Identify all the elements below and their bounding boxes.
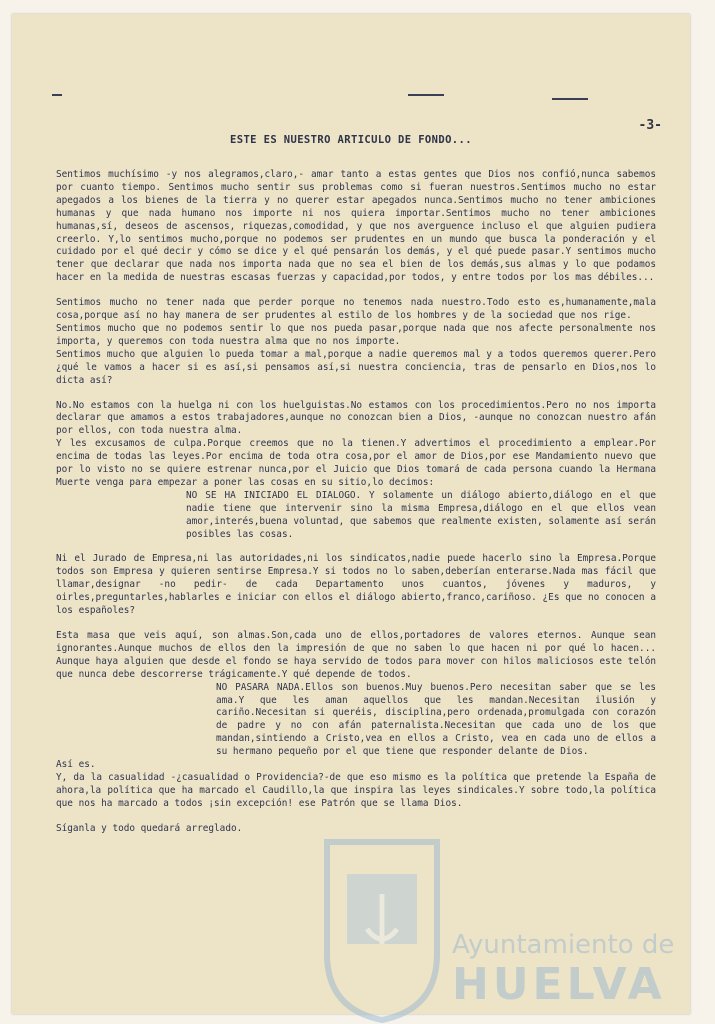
typewriter-mark: [52, 94, 62, 96]
paper-sheet: [12, 14, 690, 1014]
paragraph: Y les excusamos de culpa.Porque creemos que no la tienen.Y advertimos el procedimiento a emplear.Por encima de todas las leyes.Por encima de toda otra cosa,por el amor de Dios,por ese Mandamiento nuevo que por lo visto no se quiere estrenar nunca,por el Juicio que Dios tomará de cada persona cuando la Hermana Muerte venga para empezar a poner las cosas en su sitio,lo decimos:: [56, 438, 656, 488]
municipal-watermark: [317, 834, 677, 1024]
paragraph: NO PASARA NADA.Ellos son buenos.Muy buenos.Pero necesitan saber que se les ama.Y que les aman aquellos que les mandan.Necesitan ilusión y cariño.Necesitan si queréis, disciplina,pero ordenada,promulgada con corazón de padre y no con afán paternalista.Necesitan que cada uno de los que mandan,sintiendo a Cristo,vea en ellos a Cristo, vea en cada uno de ellos a su hermano pequeño por el que tiene que responder delante de Dios.: [216, 681, 656, 758]
paragraph: Sentimos muchísimo -y nos alegramos,claro,- amar tanto a estas gentes que Dios nos confió,nunca sabemos por cuanto tiempo. Sentimos mucho sentir sus problemas como si fueran nuestros.Sentimos mucho no estar apegados a los bienes de la tierra y no querer estar apegados nunca.Sentimos mucho no tener ambiciones humanas y que nada humano nos importe ni nos quiera importar.Sentimos mucho no tener ambiciones humanas,sí, deseos de ascensos, riquezas,comodidad, y que nos averguence incluso el que alguien pudiera creerlo. Y,lo sentimos mucho,porque no podemos ser prudentes en un mundo que busca la ponderación y el cuidado por el qué decir y cómo se dice y el qué pensarán los demás, y el qué puede pasar.Y sentimos mucho tener que declarar que nada nos importa nada que no sea el bien de los demás,sus almas y lo que podamos hacer en la medida de nuestras escasas fuerzas y capacidad,por todos, y entre todos por los mas débiles...: [56, 169, 656, 284]
paragraph: Ni el Jurado de Empresa,ni las autoridades,ni los sindicatos,nadie puede hacerlo sino la Empresa.Porque todos son Empresa y quieren sentirse Empresa.Y si todos no lo saben,deberían enterarse.Nada mas fácil que llamar,designar -no pedir- de cada Departamento unos cuantos, jóvenes y maduros, y oirles,preguntarles,hablarles e iniciar con ellos el diálogo abierto,franco,cariñoso. ¿Es que no conocen a los españoles?: [56, 553, 656, 617]
paragraph-group: [56, 400, 656, 542]
article-body: [56, 169, 656, 848]
seal-icon: [317, 834, 447, 1024]
paragraph: No.No estamos con la huelga ni con los huelguistas.No estamos con los procedimientos.Pero no nos importa declarar que amamos a estos trabajadores,aunque no conozcan bien a Dios, -aunque no conozcan nuestro afán por ellos, con toda nuestra alma.: [56, 399, 656, 437]
paragraph: Así es.: [56, 759, 96, 771]
paragraph: Sentimos mucho que no podemos sentir lo que nos pueda pasar,porque nada que nos afecte personalmente nos importa, y queremos con toda nuestra alma que no nos importe.: [56, 322, 656, 347]
typewriter-mark: [552, 98, 588, 100]
paragraph-group: [56, 297, 656, 387]
page-number: -3-: [638, 118, 662, 133]
paragraph: Sentimos mucho que alguien lo pueda tomar a mal,porque a nadie queremos mal y a todos queremos querer.Pero ¿qué le vamos a hacer si es así,si pensamos así,si nuestra conciencia, tras de pensarlo en Dios,nos lo dicta así?: [56, 348, 656, 386]
paragraph-group: [56, 630, 656, 811]
article-title: ESTE ES NUESTRO ARTICULO DE FONDO...: [230, 134, 472, 146]
paragraph: Sentimos mucho no tener nada que perder porque no tenemos nada nuestro.Todo esto es,humanamente,mala cosa,porque así no hay manera de ser prudentes al estilo de los hombres y de la sociedad que nos rige.: [56, 297, 656, 322]
typewriter-mark: [408, 94, 444, 96]
watermark-line2: HUELVA: [452, 959, 666, 1010]
paragraph: Esta masa que veis aquí, son almas.Son,cada uno de ellos,portadores de valores eternos. Aunque sean ignorantes.Aunque muchos de ellos den la impresión de que no saben lo que hacen ni por qué lo hacen... Aunque haya alguien que desde el fondo se haya servido de todos para mover con hilos maliciosos este telón que nunca debe descorrerse trágicamente.Y qué depende de todos.: [56, 630, 656, 680]
paragraph: NO SE HA INICIADO EL DIALOGO. Y solamente un diálogo abierto,diálogo en el que nadie tiene que intervenir sino la misma Empresa,diálogo en el que ellos vean amor,interés,buena voluntad, que sabemos que realmente existen, solamente así serán posibles las cosas.: [186, 489, 656, 540]
paragraph: Y, da la casualidad -¿casualidad o Providencia?-de que eso mismo es la política que pretende la España de ahora,la política que ha marcado el Caudillo,la que inspira las leyes sindicales.Y sobre todo,la política que nos ha marcado a todos ¡sin excepción! ese Patrón que se llama Dios.: [56, 771, 656, 809]
closing-line: Síganla y todo quedará arreglado.: [56, 822, 243, 834]
watermark-line1: Ayuntamiento de: [452, 930, 675, 960]
